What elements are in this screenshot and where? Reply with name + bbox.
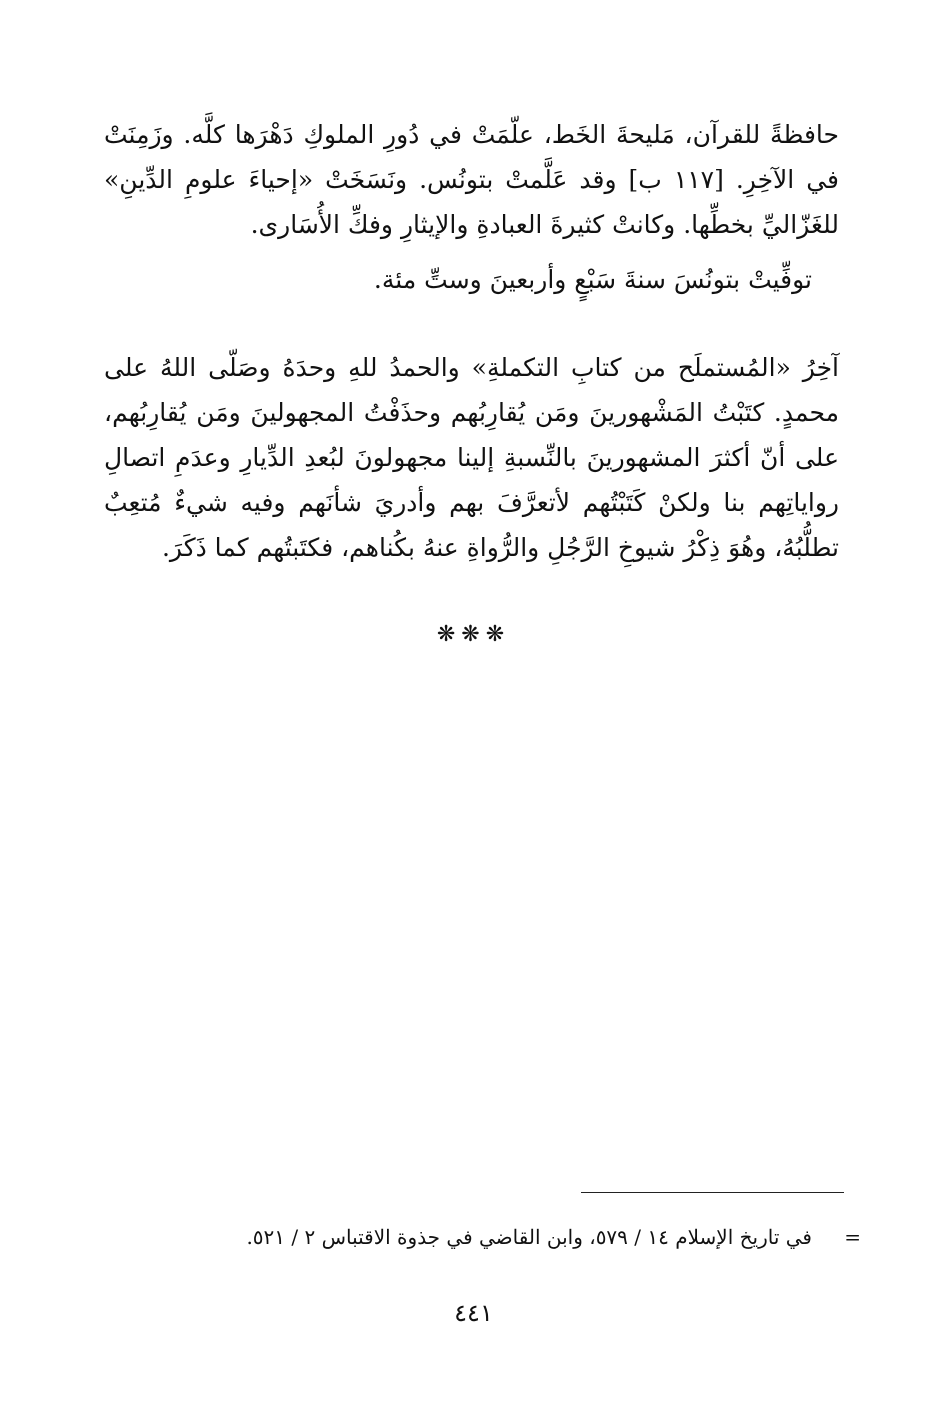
body-paragraph-colophon: آخِرُ «المُستملَح من كتابِ التكملةِ» والحمدُ للهِ وحدَهُ وصَلّى اللهُ على محمدٍ. كتَبْتُ المَشْهورينَ ومَن يُقارِبُهم وحذَفْتُ المجهولينَ ومَن يُقارِبُهم، على أنّ أكثرَ المشهورينَ بالنِّسبةِ إلينا مجهولونَ لبُعدِ الدِّيارِ وعدَمِ اتصالِ رواياتِهم بنا ولكنْ كَتَبْتُهم لأتعرَّفَ بهم وأدريَ شأنَهم وفيه شيءٌ مُتعِبٌ تطلُّبُهُ، وهُوَ ذِكْرُ شيوخِ الرَّجُلِ والرُّواةِ عنهُ بكُناهم، فكتَبتُهم كما ذَكَرَ. [104,353,839,562]
body-paragraph-death-date: توفِّيتْ بتونُسَ سنةَ سَبْعٍ وأربعينَ وستِّ مئة. [373,265,812,294]
footnote-divider [581,1192,844,1193]
footnote-continuation-marker: = [844,1225,861,1249]
page-number: ٤٤١ [454,1299,493,1327]
footnote-text: في تاريخ الإسلام ١٤ / ٥٧٩، وابن القاضي في جذوة الاقتباس ٢ / ٥٢١. [246,1225,812,1249]
body-paragraph-biography: حافظةً للقرآن، مَليحةَ الخَط، علّمَتْ في دُورِ الملوكِ دَهْرَها كلَّه. وزَمِنَتْ في الآخِرِ. [١١٧ ب] وقد عَلَّمتْ بتونُس. ونَسَخَتْ «إحياءَ علومِ الدِّينِ» للغَزّاليِّ بخطِّها. وكانتْ كثيرةَ العبادةِ والإيثارِ وفكِّ الأُسَارى. [104,120,839,239]
section-separator: ❋❋❋ [436,622,511,647]
